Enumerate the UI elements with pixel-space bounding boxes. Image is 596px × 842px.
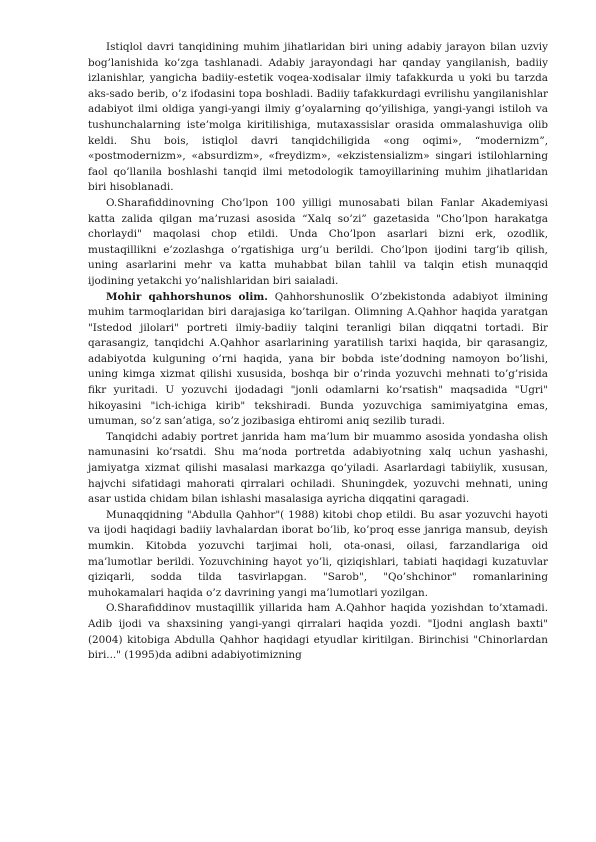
paragraph-5: [88, 508, 548, 602]
paragraph-text: O.Sharafiddinov mustaqillik yillarida ham A.Qahhor haqida yozishdan to’xtamadi. Adib ijodi va shaxsining yangi-yangi qirralari haqida yozdi. "Ijodni anglash baxti" (2004) kitobiga Abdulla Qahhor haqidagi etyudlar kiritilgan. Birinchisi "Chinorlardan biri..." (1995)da adibni adabiyotimizning: [88, 602, 548, 662]
paragraph-6: [88, 601, 548, 663]
paragraph-3: [88, 290, 548, 430]
paragraph-text: Qahhorshunoslik O’zbekistonda adabiyot ilmining muhim tarmoqlaridan biri darajasiga ko’tarilgan. Olimning A.Qahhor haqida yaratgan "Istedod jilolari" portreti ilmiy-badiiy talqini teranligi bilan diqqatni tortadi. Bir qarasangiz, tanqidchi A.Qahhor asarlarining yaratilish tarixi haqida, bir qarasangiz, adabiyotda kulguning o’rni haqida, yana bir bobda iste’dodning namoyon bo’lishi, uning kimga xizmat qilishi xususida, boshqa bir o’rinda yozuvchi mehnati to’g’risida fikr yuritadi. U yozuvchi ijodadagi "jonli odamlarni ko’rsatish" maqsadida "Ugri" hikoyasini "ich-ichiga kirib" tekshiradi. Bunda yozuvchiga samimiyatgina emas, umuman, so’z san’atiga, so’z jozibasiga ehtiromi aniq sezilib turadi.: [88, 290, 548, 428]
paragraph-text: Munaqqidning "Abdulla Qahhor"( 1988) kitobi chop etildi. Bu asar yozuvchi hayoti va ijodi haqidagi badiiy lavhalardan iborat bo’lib, ko’proq esse janriga mansub, deyish mumkin. Kitobda yozuvchi tarjimai holi, ota-onasi, oilasi, farzandlariga oid ma’lumotlar berildi. Yozuvchining hayot yo’li, qiziqishlari, tabiati haqidagi kuzatuvlar qiziqarli, sodda tilda tasvirlapgan. "Sarob", "Qo’shchinor" romanlarining muhokamalari haqida o’z davrining yangi ma’lumotlari yozilgan.: [88, 508, 548, 599]
paragraph-2: [88, 196, 548, 290]
paragraph-text: Tanqidchi adabiy portret janrida ham ma’lum bir muammo asosida yondasha olish namunasini ko’rsatdi. Shu ma’noda portretda adabiyotning xalq uchun yashashi, jamiyatga xizmat qilishi masalasi markazga qo’yiladi. Asarlardagi tabiiylik, xususan, hajvchi sifatidagi mahorati qirralari ochiladi. Shuningdek, yozuvchi mehnati, uning asar ustida chidam bilan ishlashi masalasiga ayricha diqqatini qaragadi.: [88, 430, 548, 506]
paragraph-lead: Mohir qahhorshunos olim.: [106, 290, 268, 303]
paragraph-1: [88, 40, 548, 196]
paragraph-text: Istiqlol davri tanqidining muhim jihatlaridan biri uning adabiy jarayon bilan uzviy bog’lanishida ko’zga tashlanadi. Adabiy jarayondagi har qanday yangilanish, badiiy izlanishlar, yangicha badiiy-estetik voqea-xodisalar ilmiy tafakkurda u yoki bu tarzda aks-sado berib, o’z ifodasini topa boshladi. Badiiy tafakkurdagi evrilishu yangilanishlar adabiyot ilmi oldiga yangi-yangi ilmiy g’oyalarning qo’yilishiga, yangi-yangi istiloh va tushunchalarning iste’molga kiritilishiga, mutaxassislar orasida ommalashuviga olib keldi. Shu bois, istiqlol davri tanqidchiligida «ong oqimi», “modernizm”, «postmodernizm», «absurdizm», «freydizm», «ekzistensializm» singari istilohlarning faol qo’llanila boshlashi tanqid ilmi metodologik tamoyillarining muhim jihatlaridan biri hisoblanadi.: [88, 41, 548, 194]
paragraph-4: [88, 430, 548, 508]
paragraph-text: O.Sharafiddinovning Cho’lpon 100 yilligi munosabati bilan Fanlar Akademiyasi katta zalida qilgan ma’ruzasi asosida “Xalq so’zi” gazetasida "Cho’lpon harakatga chorlaydi" maqolasi chop etildi. Unda Cho’lpon asarlari bizni erk, ozodlik, mustaqillikni e’zozlashga o’rgatishiga urg’u berildi. Cho’lpon ijodini targ’ib qilish, uning asarlarini mehr va katta muhabbat bilan tahlil va talqin etish munaqqid ijodining yetakchi yo’nalishlaridan biri saialadi.: [88, 196, 548, 287]
document-page: [88, 40, 548, 664]
